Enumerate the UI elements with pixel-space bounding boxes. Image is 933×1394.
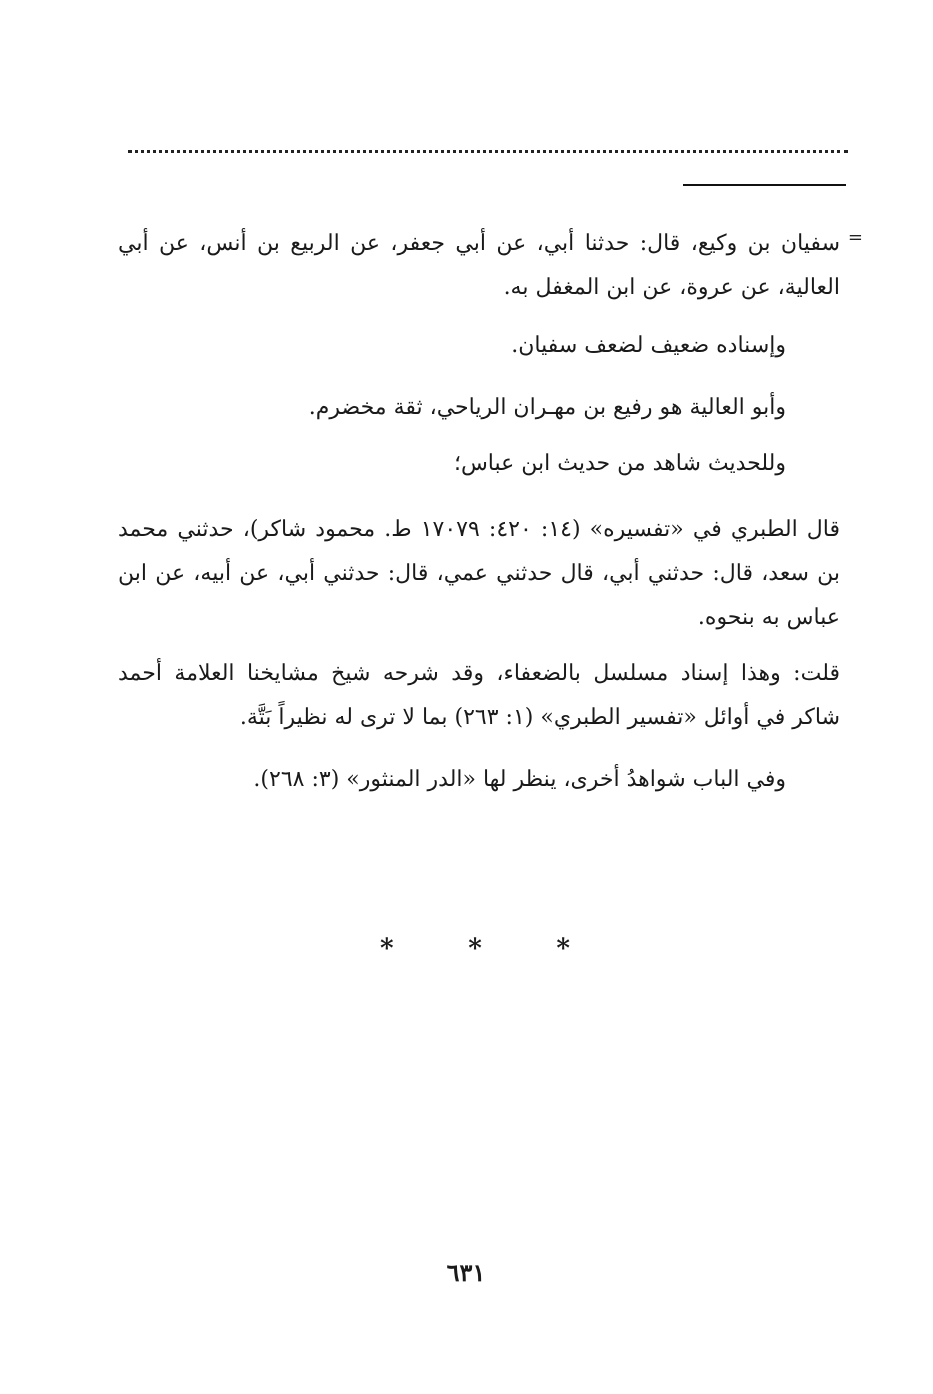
footnote-continuation-marker: = — [847, 227, 863, 248]
section-separator-stars — [380, 934, 570, 964]
paragraph-tabari-quote: قال الطبري في «تفسيره» (١٤: ٤٢٠: ١٧٠٧٩ ط. محمود شاكر)، حدثني محمد بن سعد، قال: حدثني أبي، قال حدثني عمي، قال: حدثني أبي، عن أبيه، عن ابن عباس به بنحوه. — [118, 517, 841, 630]
paragraph-other-witnesses: وفي الباب شواهدُ أخرى، ينظر لها «الدر المنثور» (٣: ٢٦٨). — [253, 767, 786, 792]
page-number: ٦٣١ — [446, 1258, 486, 1287]
paragraph-abu-aliya: وأبو العالية هو رفيع بن مهـران الرياحي، ثقة مخضرم. — [308, 395, 786, 420]
footnote-continuation: سفيان بن وكيع، قال: حدثنا أبي، عن أبي جعفر، عن الربيع بن أنس، عن أبي العالية، عن عروة، عن ابن المغفل به. — [118, 231, 840, 300]
separator-star: * — [468, 934, 482, 964]
paragraph-witness: وللحديث شاهد من حديث ابن عباس؛ — [453, 451, 786, 476]
separator-star: * — [556, 934, 570, 964]
paragraph-comment: قلت: وهذا إسناد مسلسل بالضعفاء، وقد شرحه شيخ مشايخنا العلامة أحمد شاكر في أوائل «تفسير الطبري» (١: ٢٦٣) بما لا ترى له نظيراً بَتَّة. — [118, 661, 840, 730]
dotted-separator — [128, 150, 848, 153]
paragraph-isnad-weakness: وإسناده ضعيف لضعف سفيان. — [511, 333, 786, 358]
separator-star: * — [380, 934, 394, 964]
footnote-rule — [683, 184, 846, 186]
